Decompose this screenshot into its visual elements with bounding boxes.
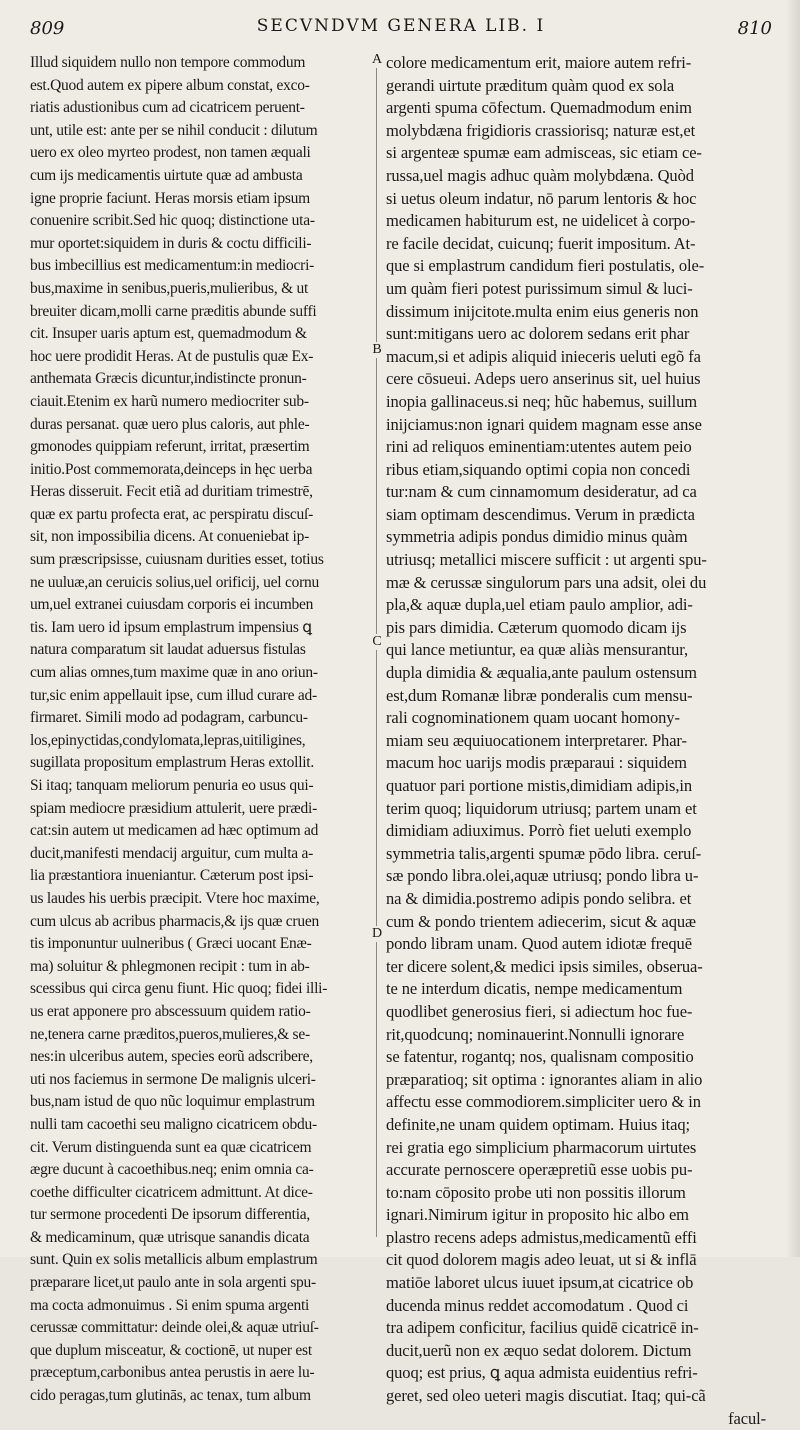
text-line: ma cocta admonuimus . Si enim spuma argenti — [30, 1296, 310, 1314]
text-line: los,epinyctidas,condylomata,lepras,uitiligines, — [30, 731, 306, 749]
text-line: pla,& aquæ dupla,uel etiam paulo amplior, adi- — [386, 595, 693, 615]
text-line: natura comparatum sit laudat aduersus fistulas — [30, 641, 306, 659]
margin-letter-a: A — [368, 52, 386, 68]
text-line: se fatentur, rogantq; nos, qualisnam compositio — [386, 1047, 694, 1067]
page-edge-shadow — [786, 0, 800, 1257]
text-line: tis. Iam uero id ipsum emplastrum impensius ꝗ — [30, 618, 312, 636]
text-line: initio.Post commemorata,deinceps in hęc uerba — [30, 460, 313, 478]
text-line: ma) soluitur & phlegmonen recipit : tum in ab- — [30, 957, 310, 975]
text-line: macum,si et adipis aliquid inieceris ueluti egõ fa — [386, 346, 701, 366]
text-line: matiōe laboret ulcus iuuet ipsum,at cicatrice ob — [386, 1273, 694, 1293]
right-text-column — [386, 52, 772, 1428]
text-line: breuiter dicam,molli carne præditis abunde suffi — [30, 302, 317, 320]
text-line: cit quod dolorem magis adeo leuat, ut si & inflā — [386, 1250, 697, 1270]
text-line: tra adipem conficitur, facilius quidē cicatricē in- — [386, 1318, 699, 1338]
text-line: cum alias omnes,tum maxime quæ in ano oriun- — [30, 664, 318, 682]
text-line: sunt:mitigans uero ac dolorem sedans erit phar — [386, 324, 690, 344]
text-line: russa,uel magis adhuc quàm molybdæna. Quòd — [386, 165, 694, 185]
left-text-column — [30, 52, 366, 1405]
text-line: si uetus oleum indatur, nō parum lentoris & hoc — [386, 188, 697, 208]
text-line: geret, sed oleo ueteri magis discutiat. Itaq; qui-cã — [386, 1386, 706, 1406]
text-line: rali cognominationem quam uocant homony- — [386, 708, 680, 728]
text-line: cat:sin autem ut medicamen ad hæc optimum ad — [30, 822, 319, 840]
text-line: ducit,manifesti mendacij arguitur, cum multa a- — [30, 844, 314, 862]
text-line: siam optimam descendimus. Verum in prædicta — [386, 504, 695, 524]
text-line: ignari.Nimirum igitur in proposito hic albo em — [386, 1205, 689, 1225]
text-line: dupla dimidia & æqualia,ante paulum ostensum — [386, 663, 697, 683]
text-line: te ne interdum dicatis, nempe medicamentum — [386, 979, 683, 999]
text-line: macum hoc uarijs modis præparaui : siquidem — [386, 753, 687, 773]
text-line: ribus etiam,siquando optimi copia non concedi — [386, 459, 691, 479]
text-line: to:nam cōposito probe uti non possitis illorum — [386, 1182, 686, 1202]
text-line: sæ pondo libra.olei,aquæ utriusq; pondo libra u- — [386, 866, 699, 886]
text-line: uero ex oleo myrteo prodest, non tamen æquali — [30, 144, 311, 162]
running-title: SECVNDVM GENERA LIB. I — [256, 16, 546, 36]
text-line: molybdæna frigidioris crassiorisq; naturæ est,et — [386, 120, 696, 140]
text-line: cum & pondo trientem adiecerim, sicut & aquæ — [386, 911, 696, 931]
text-line: lia præstantiora inueniantur. Cæterum post ipsi- — [30, 867, 314, 885]
text-line: præceptum,carbonibus antea perustis in aere lu- — [30, 1364, 315, 1382]
text-line: rini ad reliquos eminentiam:utentes autem peio — [386, 437, 692, 457]
text-line: medicamen habiturum est, ne uidelicet à corpo- — [386, 211, 696, 231]
text-line: bus imbecillius est medicamentum:in mediocri- — [30, 257, 315, 275]
text-line: gerandi uirtute præditum quàm quod ex sola — [386, 75, 675, 95]
text-line: conuenire scribit.Sed hic quoq; distinctione uta- — [30, 212, 315, 230]
text-line: sit, non impossibilia dicens. At conueniebat ip- — [30, 528, 310, 546]
text-line: cido peragas,tum glutinās, ac tenax, tum album — [30, 1387, 311, 1405]
page-number-left: 809 — [30, 18, 65, 39]
text-line: utriusq; metallici miscere sufficit : ut argenti spu- — [386, 550, 707, 570]
text-line: inopia gallinaceus.si neq; hũc habemus, suillum — [386, 391, 698, 411]
text-line: affectu esse commodiorem.simpliciter uero & in — [386, 1092, 701, 1112]
text-line: est,dum Romanæ libræ ponderalis cum mensu- — [386, 685, 693, 705]
text-line: nes:in ulceribus autem, species eorũ adscribere, — [30, 1048, 313, 1066]
text-line: re facile decidat, cuicunq; fuerit impositum. At- — [386, 233, 696, 253]
text-line: accurate pernoscere operæpretiũ esse uobis pu- — [386, 1160, 693, 1180]
text-line: pis pars dimidia. Cæterum quomodo dicam ijs — [386, 617, 687, 637]
text-line: spiam mediocre præsidium attulerit, uere prædi- — [30, 799, 317, 817]
margin-letter-c: C — [368, 634, 386, 650]
text-line: mur oportet:siquidem in duris & coctu difficili- — [30, 234, 312, 252]
text-line: ciauit.Etenim ex harũ numero mediocriter sub- — [30, 392, 309, 410]
text-line: mæ & cerussæ singulorum pars una adsit, olei du — [386, 572, 707, 592]
text-line: igne proprie faciunt. Heras morsis etiam ipsum — [30, 189, 310, 207]
page-number-right: 810 — [737, 18, 772, 39]
text-line: cum ijs medicamentis uirtute quæ ad ambusta — [30, 166, 303, 184]
text-line: præparatioq; sit optima : ignorantes aliam in alio — [386, 1069, 703, 1089]
running-header — [30, 14, 772, 44]
text-line: quatuor pari portione mistis,dimidiam adipis,in — [386, 776, 693, 795]
text-line: si argenteæ spumæ eam admisceas, sic etiam ce- — [386, 143, 702, 163]
catchword: facul- — [728, 1408, 766, 1428]
text-line: argenti spuma cōfectum. Quemadmodum enim — [386, 98, 692, 118]
text-line: rit,quodcunq; nominauerint.Nonnulli ignorare — [386, 1024, 685, 1044]
text-line: symmetria adipis pondus dimidio minus quàm — [386, 527, 688, 547]
text-line: sugillata propositum emplastrum Heras extollit. — [30, 754, 314, 772]
text-line: riatis adustionibus cum ad cicatricem peruent- — [30, 99, 305, 117]
margin-letter-b: B — [368, 342, 386, 358]
text-line: tur:nam & cum cinnamomum desideratur, ad ca — [386, 482, 697, 502]
text-line: dissimum inijcitote.multa enim eius generis non — [386, 301, 699, 321]
text-line: ægre ducunt à cacoethibus.neq; enim omnia ca- — [30, 1161, 314, 1179]
text-line: miam seu æquiuocationem interpretarer. Phar- — [386, 730, 687, 750]
text-line: us erat apponere pro abscessuum quidem ratio- — [30, 1002, 311, 1020]
text-line: Si itaq; tanquam meliorum penuria eo usus qui- — [30, 777, 314, 794]
text-line: cere cōsueui. Adeps uero anserinus sit, uel huius — [386, 369, 701, 389]
text-line: tur,sic enim appellauit ipse, cum illud curare ad- — [30, 686, 317, 704]
text-line: præparare licet,ut paulo ante in sola argenti spu- — [30, 1274, 316, 1292]
text-line: Illud siquidem nullo non tempore commodum — [30, 54, 306, 71]
text-line: que si emplastrum candidum fieri postulatis, ole- — [386, 256, 705, 276]
text-line: duras persanat. quæ uero plus caloris, aut phle- — [30, 415, 310, 433]
text-line: gmonodes quippiam referunt, irritat, præsertim — [30, 438, 310, 456]
text-line: ducenda minus reddet accomodatum . Quod ci — [386, 1295, 689, 1315]
margin-letter-d: D — [368, 926, 386, 942]
text-line: cit. Insuper uaris aptum est, quemadmodum & — [30, 325, 307, 343]
text-line: Heras disseruit. Fecit etiã ad duritiam trimestrē, — [30, 483, 313, 501]
text-line: & medicaminum, quæ utrisque sanandis dicata — [30, 1228, 310, 1246]
text-line: pondo libram unam. Quod autem idiotæ frequē — [386, 934, 692, 954]
text-line: cit. Verum distinguenda sunt ea quæ cicatricem — [30, 1138, 312, 1156]
text-line: ter dicere solent,& medici ipsis similes, obserua- — [386, 956, 703, 976]
text-line: unt, utile est: ante per se nihil conducit : dilutum — [30, 121, 318, 139]
text-line: ne,tenera carne præditos,pueros,mulieres,& se- — [30, 1025, 310, 1043]
text-line: terim quoq; liquidorum utriusq; partem unam et — [386, 798, 697, 818]
text-line: uti nos faciemus in sermone De malignis ulceri- — [30, 1070, 316, 1088]
text-line: definite,ne unam quidem optimam. Huius itaq; — [386, 1114, 691, 1134]
text-line: coethe difficulter cicatricem admittunt. At dice- — [30, 1183, 313, 1201]
text-line: colore medicamentum erit, maiore autem refri- — [386, 53, 692, 72]
text-line: rei gratia ego simplicium pharmacorum uirtutes — [386, 1137, 697, 1157]
text-line: um,uel extranei cuiusdam corporis ei incumben — [30, 596, 314, 614]
text-line: sum præscripsisse, cuiusnam durities esset, totius — [30, 551, 324, 569]
text-line: hoc uere prodidit Heras. At de pustulis quæ Ex- — [30, 347, 314, 365]
text-line: na & dimidia.postremo adipis pondo selibra. et — [386, 888, 692, 908]
text-line: ne uuluæ,an ceruicis solius,uel orificij, uel cornu — [30, 573, 319, 591]
text-line: quodlibet generosius fieri, si adiectum hoc fue- — [386, 1001, 693, 1021]
text-line: um quàm fieri potest purissimum simul & luci- — [386, 278, 693, 298]
text-line: sunt. Quin ex solis metallicis album emplastrum — [30, 1251, 318, 1269]
text-line: firmaret. Simili modo ad podagram, carbuncu- — [30, 709, 308, 727]
text-line: symmetria talis,argenti spumæ pōdo libra. ceruſ- — [386, 843, 702, 863]
text-line: inijciamus:non ignari quidem magnam esse anse — [386, 414, 702, 434]
text-line: cerussæ committatur: deinde olei,& aquæ utriuſ- — [30, 1319, 319, 1337]
text-line: tis imponuntur uulneribus ( Græci uocant Enæ- — [30, 935, 312, 953]
text-line: dimidiam adiuximus. Porrò fiet ueluti exemplo — [386, 821, 692, 841]
text-line: cum ulcus ab acribus pharmacis,& ijs quæ cruen — [30, 912, 319, 930]
text-line: est.Quod autem ex pipere album constat, exco- — [30, 76, 310, 94]
text-line: bus,nam istud de quo nũc loquimur emplastrum — [30, 1093, 315, 1111]
text-line: quæ ex partu profecta erat, ac perspiratu discuſ- — [30, 505, 313, 523]
text-line: que duplum misceatur, & coctionē, ut nuper est — [30, 1341, 312, 1359]
text-line: qui lance metiuntur, ea quæ aliàs mensurantur, — [386, 640, 688, 660]
text-line: bus,maxime in senibus,pueris,mulieribus, & ut — [30, 279, 309, 297]
text-line: us laudes his uerbis præcipit. Vtere hoc maxime, — [30, 889, 320, 907]
text-line: ducit,uerũ non ex æquo sedat dolorem. Dictum — [386, 1340, 692, 1360]
text-line: quoq; est prius, ꝗ aqua admista euidentius refri- — [386, 1363, 698, 1383]
text-line: tur sermone procedenti De ipsorum differentia, — [30, 1206, 311, 1224]
text-line: plastro recens adeps admistus,medicamentũ effi — [386, 1227, 697, 1247]
text-line: scessibus qui circa genu fiunt. Hic quoq; fidei illi- — [30, 980, 328, 998]
text-line: nulli tam cacoethi seu maligno cicatricem obdu- — [30, 1115, 317, 1133]
text-line: anthemata Græcis dicuntur,indistincte pronun- — [30, 370, 307, 388]
